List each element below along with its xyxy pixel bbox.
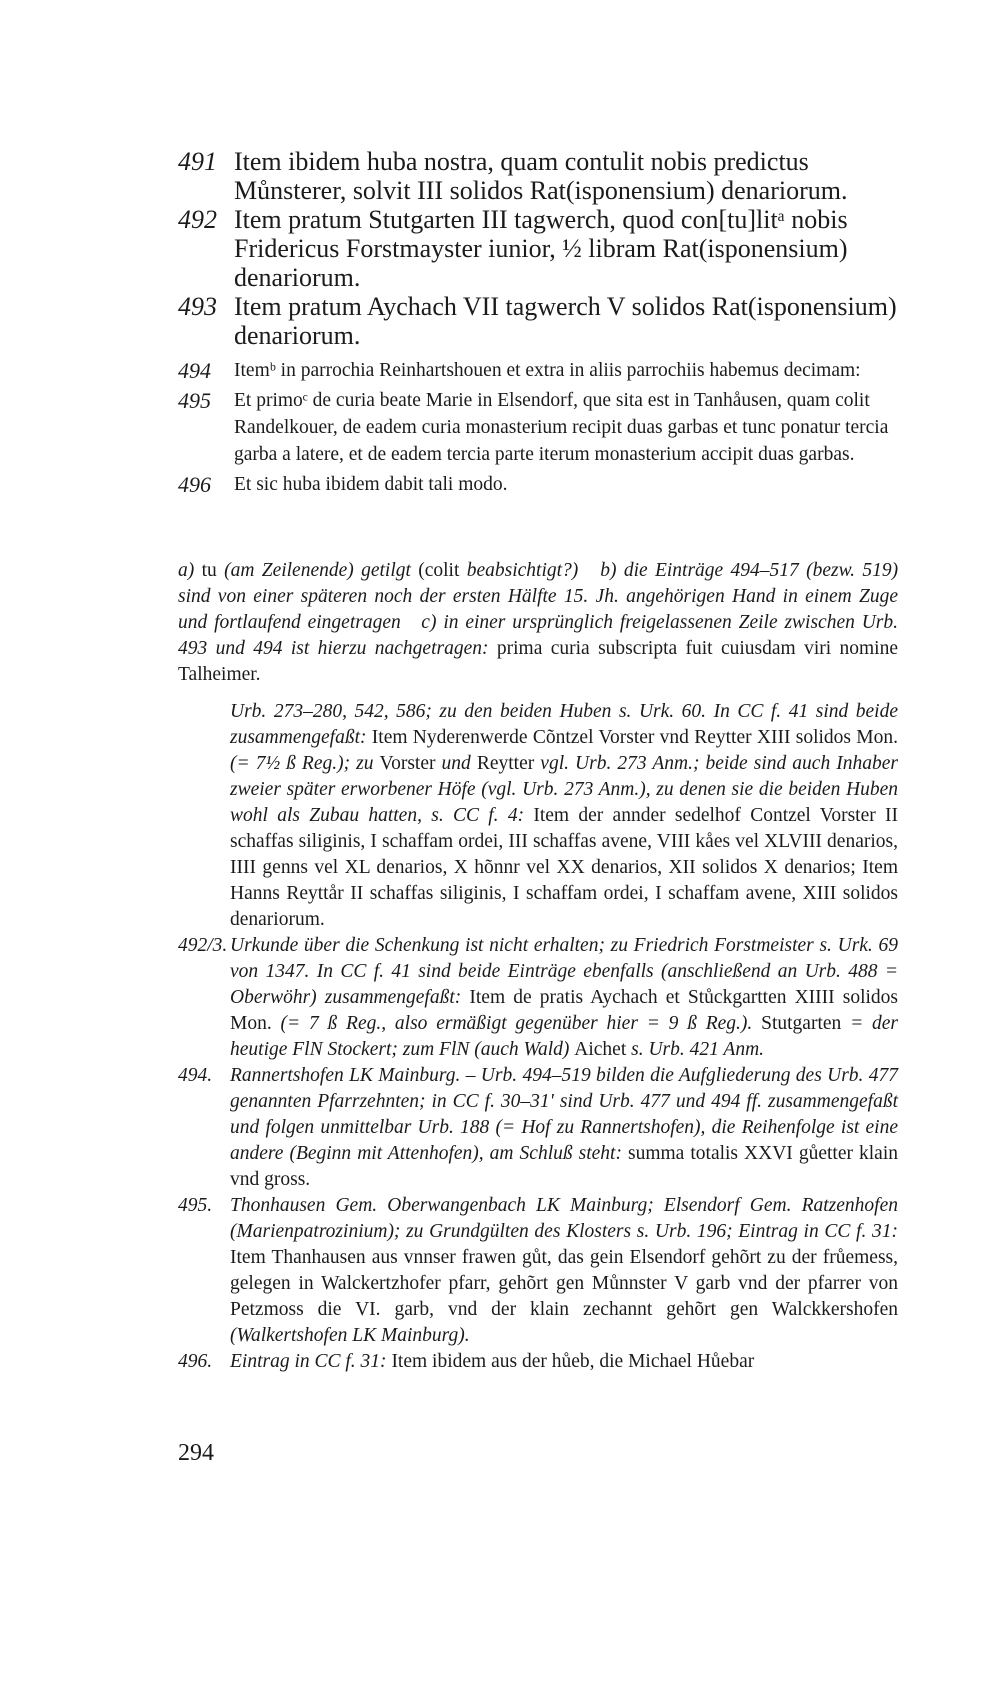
- entry-number: 493: [178, 292, 217, 321]
- commentary-text: s. Urb. 421 Anm.: [631, 1039, 765, 1060]
- footnote-a-word: tu: [201, 560, 217, 581]
- commentary-text: Urkunde über die Schenkung ist nicht erhalten; zu Friedrich Forstmeister s. Urk. 69 von 1347. In CC f. 41 sind beide Einträge ebenfalls (anschließend an Urb. 488 = Oberwöhr) zusammengefaßt:: [230, 935, 898, 1008]
- commentary-text: Urb. 273–280, 542, 586; zu den beiden Huben s. Urk. 60. In CC f. 41 sind beide zusammengefaßt:: [230, 701, 898, 748]
- commentary-text: Eintrag in CC f. 31:: [230, 1351, 387, 1372]
- commentary-number: 495.: [178, 1195, 213, 1216]
- commentary-text: (= 7 ß Reg., also ermäßigt gegenüber hier = 9 ß Reg.).: [280, 1013, 753, 1034]
- commentary-number: 492/3.: [178, 935, 228, 956]
- entry-number: 495: [178, 388, 211, 413]
- commentary-quote: summa totalis XXVI gůetter klain vnd gross.: [230, 1143, 898, 1190]
- commentary-491: [178, 699, 898, 933]
- commentary: [178, 699, 898, 1375]
- commentary-quote: Aichet: [574, 1039, 627, 1060]
- commentary-494: [178, 1063, 898, 1193]
- entry-text: Et sic huba ibidem dabit tali modo.: [234, 474, 508, 495]
- commentary-text: vgl. Urb. 273 Anm.; beide sind auch Inhaber zweier später erworbener Höfe (vgl. Urb. 273 Anm.), zu denen sie die beiden Huben wohl als Zubau hatten, s. CC f. 4:: [230, 753, 898, 826]
- commentary-text: (Walkertshofen LK Mainburg).: [230, 1325, 470, 1346]
- entries-small: [178, 357, 898, 501]
- entry-text: Item pratum Stutgarten III tagwerch, quod con[tu]litᵃ nobis Fridericus Forstmayster iunior, ½ libram Rat(isponensium) denariorum.: [234, 205, 848, 292]
- commentary-quote: Item Thanhausen aus vnnser frawen gůt, das gein Elsendorf gehõrt zu der frůemess, gelegen in Walckertzhofer pfarr, gehõrt gen Můnnster V garb vnd der pfarrer von Petzmoss die VI. garb, vnd der klain zechannt gehõrt gen Walckkershofen: [230, 1247, 898, 1320]
- entry-text: Item ibidem huba nostra, quam contulit nobis predictus Můnsterer, solvit III solidos Rat(isponensium) denariorum.: [234, 147, 848, 205]
- entry-496: [178, 471, 898, 498]
- footnote-a-label: a): [178, 560, 195, 581]
- entry-text: Et primoᶜ de curia beate Marie in Elsendorf, que sita est in Tanhåusen, quam colit Randelkouer, de eadem curia monasterium recipit duas garbas et tunc ponatur tercia garba a latere, et de eadem tercia parte iterum monasterium accipit duas garbas.: [234, 390, 889, 465]
- commentary-496: [178, 1349, 898, 1375]
- commentary-number: 494.: [178, 1065, 213, 1086]
- commentary-text: (= 7½ ß Reg.); zu: [230, 753, 374, 774]
- entry-text: Item pratum Aychach VII tagwerch V solidos Rat(isponensium) denariorum.: [234, 292, 897, 350]
- entry-491: [178, 147, 898, 205]
- entry-492: [178, 205, 898, 292]
- footnote-b-text: die Einträge 494–517 (bezw. 519) sind von einer späteren noch der ersten Hälfte 15. Jh. angehörigen Hand in einem Zuge und fortlaufend eingetragen: [178, 560, 899, 633]
- footnote-c-text: in einer ursprünglich freigelassenen Zeile zwischen Urb. 493 und 494 ist hierzu nachgetragen:: [178, 612, 899, 659]
- entry-text: Itemᵇ in parrochia Reinhartshouen et extra in aliis parrochiis habemus decimam:: [234, 360, 861, 381]
- entry-495: [178, 387, 898, 468]
- entry-number: 492: [178, 205, 217, 234]
- commentary-492-3: [178, 933, 898, 1063]
- entry-number: 494: [178, 358, 211, 383]
- footnote-a-note: (am Zeilenende) getilgt: [224, 560, 411, 581]
- footnote-b-label: b): [600, 560, 617, 581]
- commentary-text: = der heutige FlN Stockert; zum FlN (auch Wald): [230, 1013, 899, 1060]
- commentary-quote: Item de pratis Aychach et Stůckgartten XIIII solidos Mon.: [230, 987, 899, 1034]
- commentary-quote: Reytter: [476, 753, 535, 774]
- entry-493: [178, 292, 898, 350]
- entry-number: 491: [178, 147, 217, 176]
- entry-494: [178, 357, 898, 384]
- footnotes: [178, 558, 898, 688]
- commentary-quote: Item ibidem aus der hůeb, die Michael Hůebar: [391, 1351, 755, 1372]
- entry-number: 496: [178, 472, 211, 497]
- footnote-c-label: c): [421, 612, 437, 633]
- page-number: 294: [178, 1440, 214, 1466]
- entries-large: [178, 147, 898, 350]
- commentary-quote: Item der annder sedelhof Contzel Vorster II schaffas siliginis, I schaffam ordei, III schaffas avene, VIII kåes vel XLVIII denarios, IIII genns vel XL denarios, X hõnnr vel XX denarios, XII solidos X denarios; Item Hanns Reyttår II schaffas siliginis, I schaffam ordei, I schaffam avene, XIII solidos denariorum.: [230, 805, 899, 930]
- commentary-text: Thonhausen Gem. Oberwangenbach LK Mainburg; Elsendorf Gem. Ratzenhofen (Marienpatrozinium); zu Grundgülten des Klosters s. Urb. 196; Eintrag in CC f. 31:: [230, 1195, 898, 1242]
- footnote-a-word2: (colit: [418, 560, 460, 581]
- commentary-quote: Vorster: [379, 753, 436, 774]
- commentary-number: 496.: [178, 1351, 213, 1372]
- commentary-text: und: [441, 753, 471, 774]
- footnote-a-note2: beabsichtigt?): [466, 560, 579, 581]
- footnote-c-quote: prima curia subscripta fuit cuiusdam viri nomine Talheimer.: [178, 638, 899, 685]
- commentary-quote: Item Nyderenwerde Cõntzel Vorster vnd Reytter XIII solidos Mon.: [371, 727, 899, 748]
- commentary-quote: Stutgarten: [761, 1013, 842, 1034]
- commentary-text: Rannertshofen LK Mainburg. – Urb. 494–519 bilden die Aufgliederung des Urb. 477 genannten Pfarrzehnten; in CC f. 30–31' sind Urb. 477 und 494 ff. zusammengefaßt und folgen unmittelbar Urb. 188 (= Hof zu Rannertshofen), die Reihenfolge ist eine andere (Beginn mit Attenhofen), am Schluß steht:: [230, 1065, 898, 1164]
- commentary-495: [178, 1193, 898, 1349]
